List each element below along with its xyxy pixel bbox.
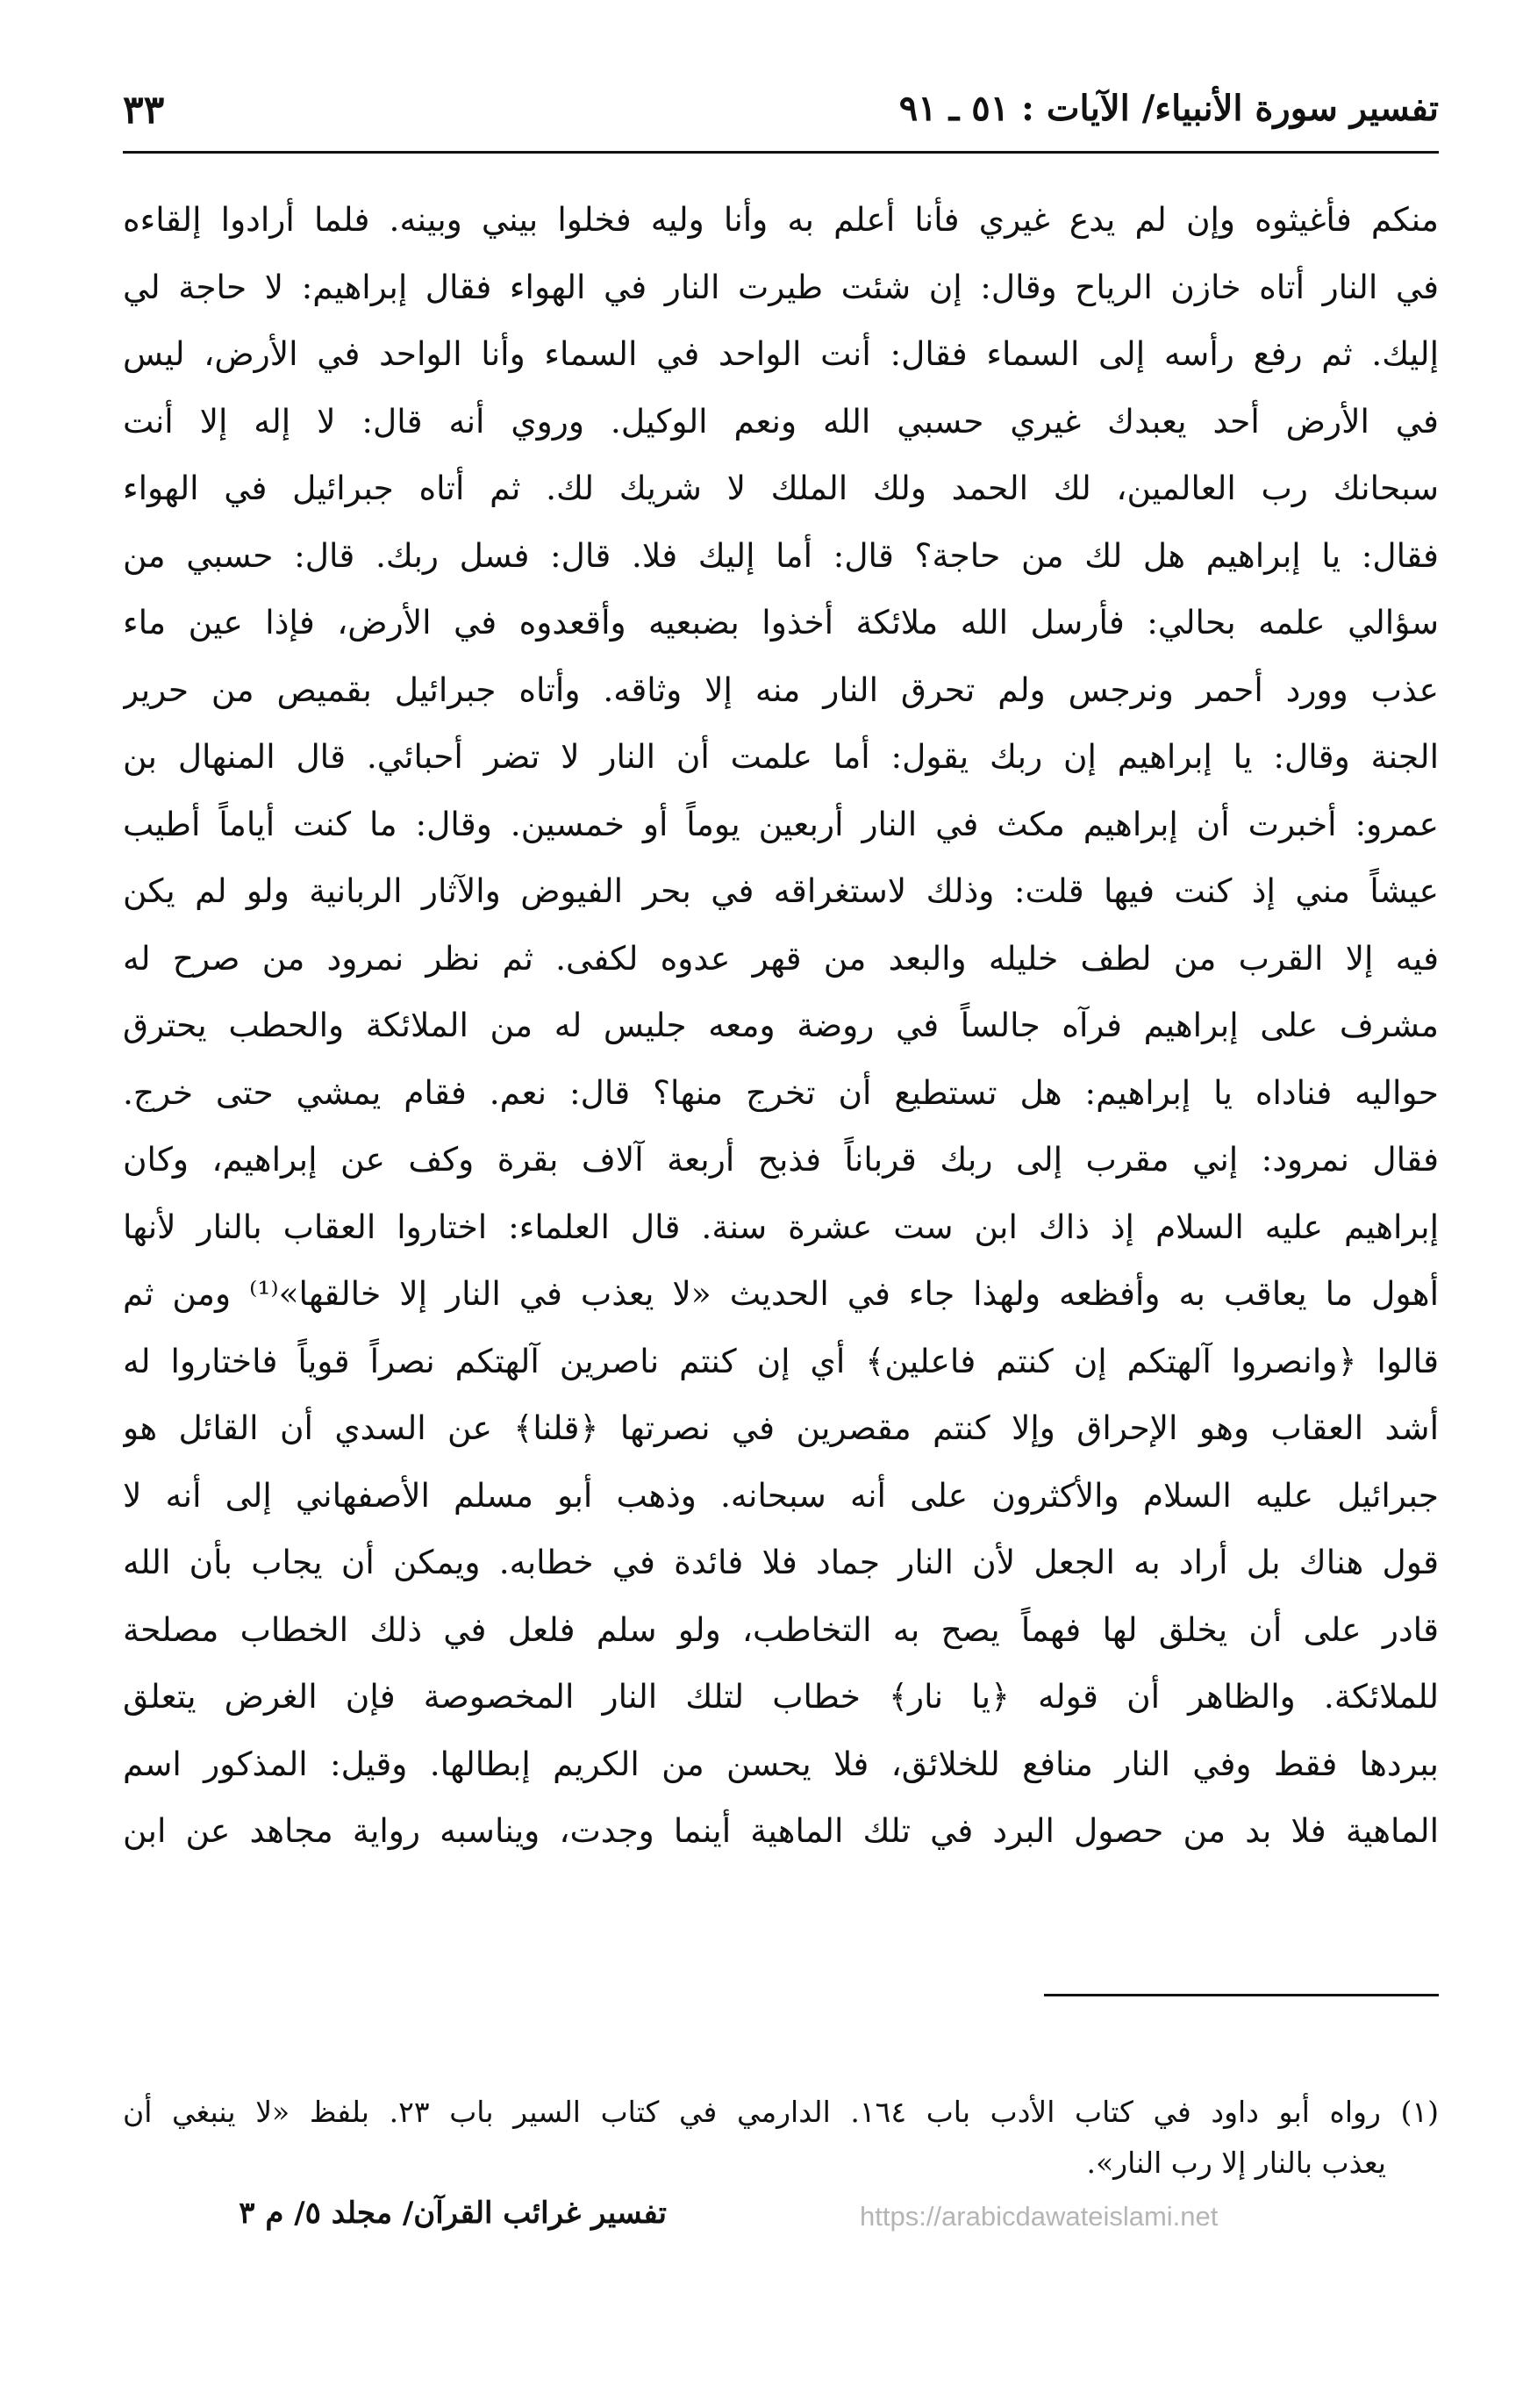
- page-number: ٣٣: [123, 88, 165, 133]
- footnote-line: (١) رواه أبو داود في كتاب الأدب باب ١٦٤. الدارمي في كتاب السير باب ٢٣. بلفظ «لا ينبغي أن: [123, 2095, 1439, 2129]
- text-line: فيه إلا القرب من لطف خليله والبعد من قهر عدوه لكفى. ثم نظر نمرود من صرح له: [123, 938, 1439, 978]
- text-line: حواليه فناداه يا إبراهيم: هل تستطيع أن تخرج منها؟ قال: نعم. فقام يمشي حتى خرج.: [123, 1072, 1439, 1112]
- source-watermark: https://arabicdawateislami.net: [860, 2201, 1219, 2232]
- text-line: ببردها فقط وفي النار منافع للخلائق، فلا يحسن من الكريم إبطالها. وقيل: المذكور اسم: [123, 1744, 1439, 1783]
- text-line: قادر على أن يخلق لها فهماً يصح به التخاطب، ولو سلم فلعل في ذلك الخطاب مصلحة: [123, 1609, 1439, 1649]
- text-line: الماهية فلا بد من حصول البرد في تلك الماهية أينما وجدت، ويناسبه رواية مجاهد عن ابن: [123, 1811, 1439, 1850]
- footnote-line: يعذب بالنار إلا رب النار».: [1086, 2146, 1386, 2180]
- header-rule: [123, 151, 1439, 154]
- running-header: [123, 88, 1439, 149]
- text-line: منكم فأغيثوه وإن لم يدع غيري فأنا أعلم به وأنا وليه فخلوا بيني وبينه. فلما أرادوا إلقاءه: [123, 200, 1439, 239]
- text-line: سؤالي علمه بحالي: فأرسل الله ملائكة أخذوا بضبعيه وأقعدوه في الأرض، فإذا عين ماء: [123, 603, 1439, 641]
- text-line: للملائكة. والظاهر أن قوله ﴿يا نار﴾ خطاب لتلك النار المخصوصة فإن الغرض يتعلق: [123, 1677, 1439, 1716]
- book-signature: تفسير غرائب القرآن/ مجلد ٥/ م ٣: [239, 2196, 667, 2231]
- text-line: عيشاً مني إذ كنت فيها قلت: وذلك لاستغراقه في بحر الفيوض والآثار الربانية ولو لم يكن: [123, 871, 1439, 910]
- text-line: في النار أتاه خازن الرياح وقال: إن شئت طيرت النار في الهواء فقال إبراهيم: لا حاجة لي: [123, 267, 1439, 306]
- text-line: عذب وورد أحمر ونرجس ولم تحرق النار منه إلا وثاقه. وأتاه جبرائيل بقميص من حرير: [123, 670, 1439, 709]
- text-line: عمرو: أخبرت أن إبراهيم مكث في النار أربعين يوماً أو خمسين. وقال: ما كنت أياماً أطيب: [123, 804, 1439, 843]
- text-line: قالوا ﴿وانصروا آلهتكم إن كنتم فاعلين﴾ أي إن كنتم ناصرين آلهتكم نصراً قوياً فاختاروا له: [123, 1341, 1439, 1380]
- text-line: في الأرض أحد يعبدك غيري حسبي الله ونعم الوكيل. وروي أنه قال: لا إله إلا أنت: [123, 401, 1439, 441]
- text-line: جبرائيل عليه السلام والأكثرون على أنه سبحانه. وذهب أبو مسلم الأصفهاني إلى أنه لا: [123, 1475, 1439, 1515]
- body-text: [123, 186, 1439, 1865]
- text-line: فقال: يا إبراهيم هل لك من حاجة؟ قال: أما إليك فلا. قال: فسل ربك. قال: حسبي من: [123, 535, 1439, 575]
- text-line: مشرف على إبراهيم فرآه جالساً في روضة ومعه جليس له من الملائكة والحطب يحترق: [123, 1006, 1439, 1044]
- header-title: تفسير سورة الأنبياء/ الآيات : ٥١ ـ ٩١: [898, 88, 1439, 129]
- text-line: إبراهيم عليه السلام إذ ذاك ابن ست عشرة سنة. قال العلماء: اختاروا العقاب بالنار لأنها: [123, 1207, 1439, 1246]
- text-line: فقال نمرود: إني مقرب إلى ربك قرباناً فذبح أربعة آلاف بقرة وكف عن إبراهيم، وكان: [123, 1140, 1439, 1179]
- footnote: [123, 2087, 1439, 2189]
- text-line: سبحانك رب العالمين، لك الحمد ولك الملك لا شريك لك. ثم أتاه جبرائيل في الهواء: [123, 469, 1439, 507]
- text-line: الجنة وقال: يا إبراهيم إن ربك يقول: أما علمت أن النار لا تضر أحبائي. قال المنهال بن: [123, 737, 1439, 776]
- text-line: قول هناك بل أراد به الجعل لأن النار جماد فلا فائدة في خطابه. ويمكن أن يجاب بأن الله: [123, 1543, 1439, 1581]
- text-line: إليك. ثم رفع رأسه إلى السماء فقال: أنت الواحد في السماء وأنا الواحد في الأرض، ليس: [123, 334, 1439, 373]
- footnote-separator: [1044, 1994, 1439, 1996]
- text-line: أهول ما يعاقب به وأفظعه ولهذا جاء في الحديث «لا يعذب في النار إلا خالقها»⁽¹⁾ ومن ثم: [123, 1274, 1439, 1313]
- text-line: أشد العقاب وهو الإحراق وإلا كنتم مقصرين في نصرتها ﴿قلنا﴾ عن السدي أن القائل هو: [123, 1408, 1439, 1447]
